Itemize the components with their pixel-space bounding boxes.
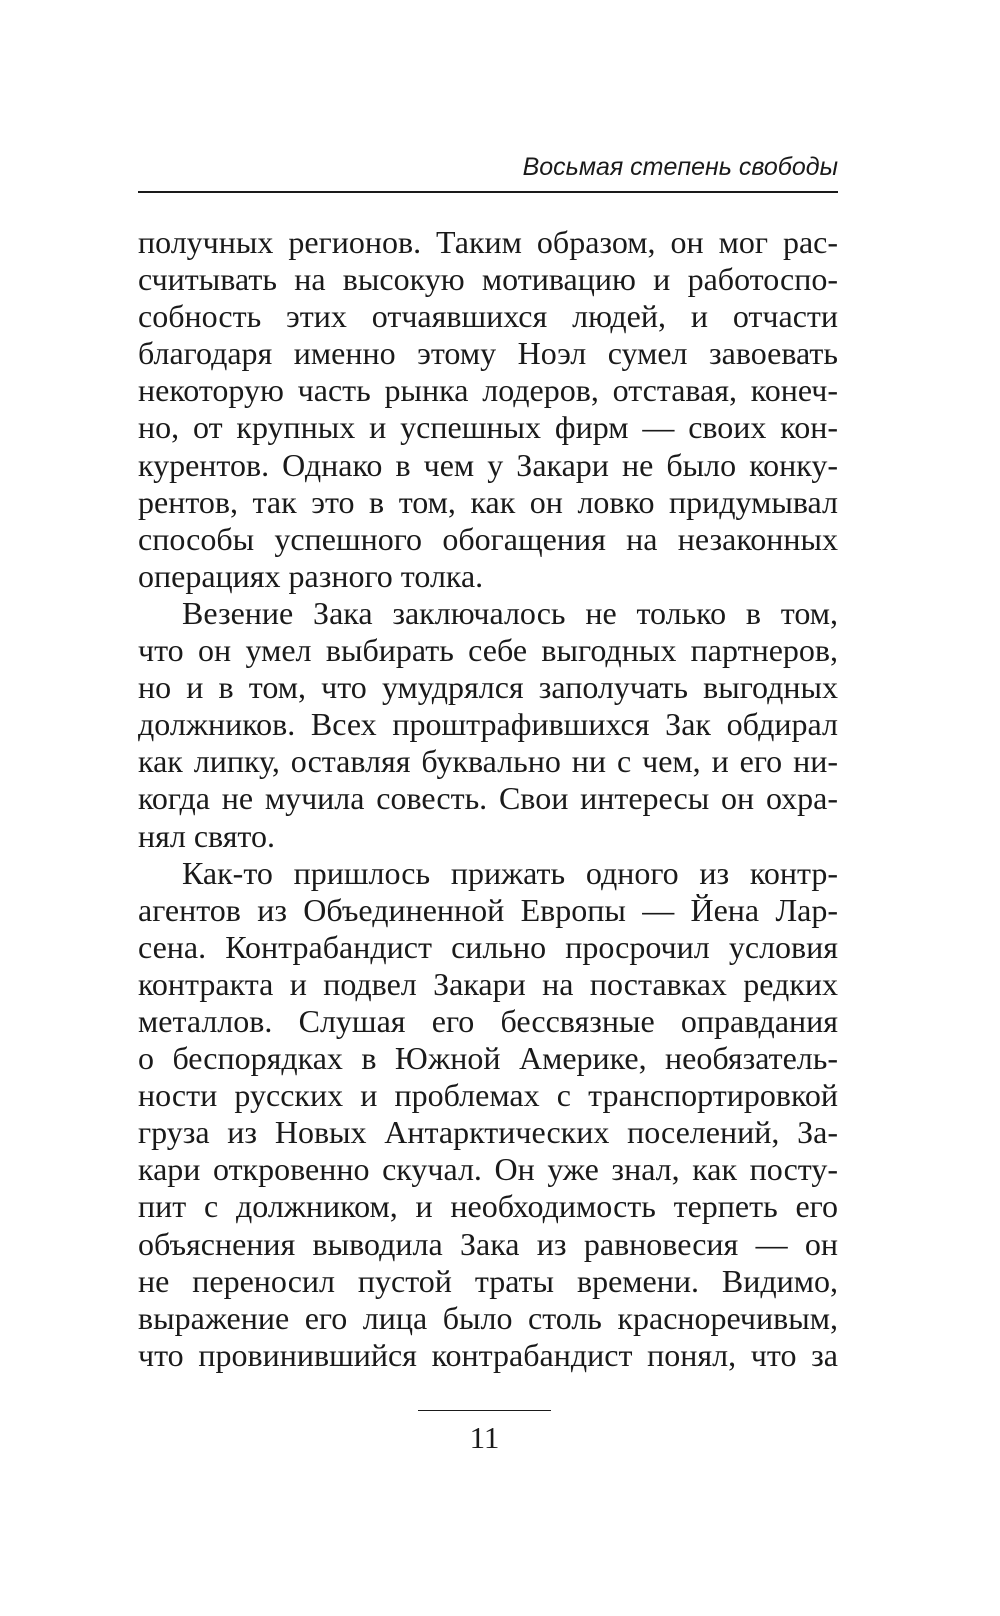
text-line: нял свято. (138, 817, 275, 854)
text-line: получных регионов. Таким образом, он мог рас- (138, 224, 838, 260)
paragraph (138, 595, 838, 855)
body-text (138, 224, 838, 1374)
text-line: пит с должником, и необходимость терпеть его (138, 1188, 838, 1225)
text-line: должников. Всех проштрафившихся Зак обдирал (138, 706, 838, 743)
running-header-title: Восьмая степень свободы (522, 153, 838, 181)
text-line: груза из Новых Антарктических поселений, За- (138, 1114, 838, 1151)
text-line: способы успешного обогащения на незаконных (138, 520, 838, 557)
text-line: благодаря именно этому Ноэл сумел завоевать (138, 335, 838, 372)
text-line: но, от крупных и успешных фирм — своих кон- (138, 409, 838, 446)
text-line: рентов, так это в том, как он ловко придумывал (138, 483, 838, 520)
text-line: некоторую часть рынка лодеров, отставая, конеч- (138, 372, 838, 409)
text-line: объяснения выводила Зака из равновесия — он (138, 1225, 838, 1262)
page-number: 11 (469, 1420, 500, 1455)
paragraph (138, 855, 838, 1374)
text-line: когда не мучила совесть. Свои интересы он охра- (138, 780, 838, 817)
text-line: агентов из Объединенной Европы — Йена Лар- (138, 891, 838, 928)
text-line: металлов. Слушая его бессвязные оправдания (138, 1002, 838, 1039)
text-line: Везение Зака заключалось не только в том, (182, 594, 838, 631)
text-line: но и в том, что умудрялся заполучать выгодных (138, 669, 838, 706)
text-line: операциях разного толка. (138, 557, 484, 594)
paragraph (138, 224, 838, 595)
text-line: что он умел выбирать себе выгодных партнеров, (138, 632, 838, 669)
text-line: о беспорядках в Южной Америке, необязатель- (138, 1040, 838, 1077)
text-line: контракта и подвел Закари на поставках редких (138, 965, 838, 1002)
header-rule (138, 191, 838, 193)
text-line: что провинившийся контрабандист понял, что за (138, 1336, 838, 1373)
text-line: кари откровенно скучал. Он уже знал, как посту- (138, 1151, 838, 1188)
text-line: выражение его лица было столь красноречивым, (138, 1299, 838, 1336)
text-line: считывать на высокую мотивацию и работоспо- (138, 261, 838, 298)
text-line: ности русских и проблемах с транспортировкой (138, 1077, 838, 1114)
footer-rule (418, 1410, 551, 1411)
text-line: собность этих отчаявшихся людей, и отчасти (138, 298, 838, 335)
text-line: Как-то пришлось прижать одного из контр- (182, 854, 838, 891)
text-line: как липку, оставляя буквально ни с чем, и его ни- (138, 743, 838, 780)
text-line: курентов. Однако в чем у Закари не было конку- (138, 446, 838, 483)
text-line: сена. Контрабандист сильно просрочил условия (138, 928, 838, 965)
text-line: не переносил пустой траты времени. Видимо, (138, 1262, 838, 1299)
